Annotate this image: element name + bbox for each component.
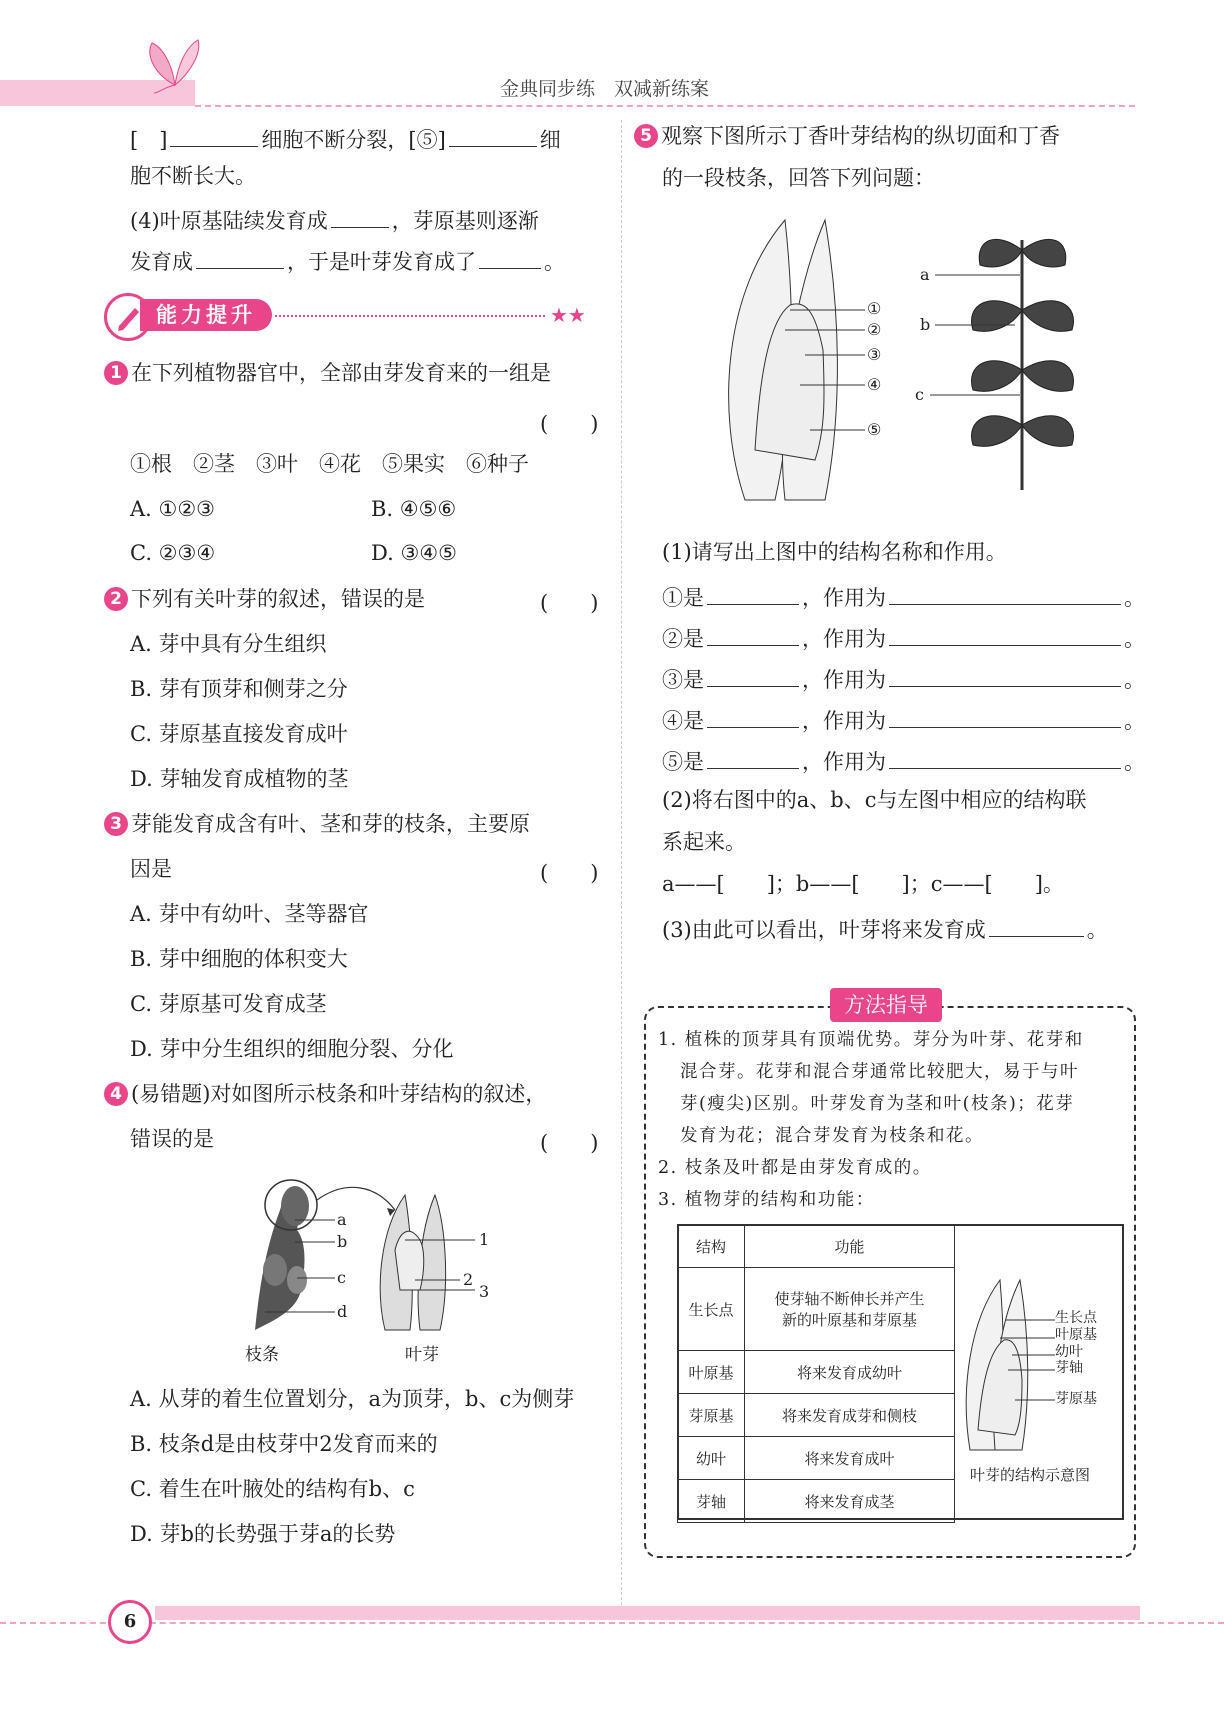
method-fig-label-5: 芽原基 bbox=[1055, 1391, 1097, 1407]
method-fig-caption: 叶芽的结构示意图 bbox=[970, 1466, 1091, 1484]
q4-stem: 4 (易错题)对如图所示枝条和叶芽结构的叙述， bbox=[104, 1082, 546, 1107]
blank[interactable] bbox=[989, 914, 1084, 937]
blank[interactable] bbox=[889, 623, 1121, 646]
method-table bbox=[677, 1224, 955, 1523]
q4-stem-2: 错误的是 bbox=[130, 1127, 214, 1151]
method-line-2: 混合芽。花芽和混合芽通常比较肥大，易于与叶 bbox=[680, 1062, 1079, 1082]
q1-option-d[interactable]: D. ③④⑤ bbox=[371, 541, 457, 565]
q2-option-d[interactable]: D. 芽轴发育成植物的茎 bbox=[130, 767, 349, 791]
q4-label-c: c bbox=[337, 1268, 346, 1287]
q5-row-2: ②是 ，作用为 。 bbox=[662, 623, 1145, 652]
table-row: 生长点 使芽轴不断伸长并产生 新的叶原基和芽原基 bbox=[678, 1268, 955, 1351]
q3-answer-paren[interactable]: ( ) bbox=[540, 861, 599, 885]
q5-row-1: ①是 ，作用为 。 bbox=[662, 582, 1145, 611]
table-row: 芽原基 将来发育成芽和侧枝 bbox=[678, 1394, 955, 1437]
q5-part2-matching[interactable]: a——[ ]；b——[ ]；c——[ ]。 bbox=[662, 872, 1064, 896]
q5-figure-svg bbox=[715, 210, 1095, 510]
q4-caption-branch: 枝条 bbox=[245, 1345, 279, 1365]
q3-option-b[interactable]: B. 芽中细胞的体积变大 bbox=[130, 947, 348, 971]
section-stars: ★★ bbox=[550, 303, 586, 327]
q2-option-b[interactable]: B. 芽有顶芽和侧芽之分 bbox=[130, 677, 348, 701]
q5-label-5: ⑤ bbox=[867, 420, 882, 439]
left-line-3: (4)叶原基陆续发育成 ，芽原基则逐渐 bbox=[130, 205, 539, 234]
q3-stem: 3 芽能发育成含有叶、茎和芽的枝条，主要原 bbox=[104, 812, 530, 837]
q1-stem: 1 在下列植物器官中，全部由芽发育来的一组是 bbox=[104, 361, 551, 386]
method-line-6: 3. 植物芽的结构和功能： bbox=[658, 1190, 875, 1210]
table-row: 叶原基 将来发育成幼叶 bbox=[678, 1351, 955, 1394]
q5-part2-line2: 系起来。 bbox=[662, 830, 746, 854]
method-line-4: 发育为花；混合芽发育为枝条和花。 bbox=[680, 1126, 984, 1146]
q4-label-b: b bbox=[337, 1232, 348, 1251]
q1-option-c[interactable]: C. ②③④ bbox=[130, 541, 216, 565]
method-line-3: 芽(瘦尖)区别。叶芽发育为茎和叶(枝条)；花芽 bbox=[680, 1094, 1075, 1114]
q5-label-b: b bbox=[920, 315, 931, 334]
q4-label-1: 1 bbox=[479, 1230, 490, 1249]
blank[interactable] bbox=[707, 664, 799, 687]
method-figure-svg bbox=[960, 1270, 1110, 1470]
q5-stem-2: 的一段枝条，回答下列问题： bbox=[662, 166, 935, 190]
table-header-structure: 结构 bbox=[678, 1225, 745, 1268]
q4-label-a: a bbox=[337, 1210, 347, 1229]
blank[interactable] bbox=[707, 582, 799, 605]
q5-row-5: ⑤是 ，作用为 。 bbox=[662, 746, 1145, 775]
header-title: 金典同步练 双减新练案 bbox=[500, 78, 710, 100]
q5-label-c: c bbox=[915, 385, 924, 404]
q5-label-4: ④ bbox=[867, 375, 882, 394]
q4-label-d: d bbox=[337, 1302, 348, 1321]
q4-answer-paren[interactable]: ( ) bbox=[540, 1131, 599, 1155]
footer-band bbox=[155, 1606, 1140, 1620]
blank[interactable] bbox=[170, 124, 258, 147]
q4-option-d[interactable]: D. 芽b的长势强于芽a的长势 bbox=[130, 1522, 396, 1546]
q5-label-a: a bbox=[920, 265, 930, 284]
table-row: 幼叶 将来发育成叶 bbox=[678, 1437, 955, 1480]
blank[interactable] bbox=[889, 582, 1121, 605]
q5-part3: (3)由此可以看出，叶芽将来发育成 。 bbox=[662, 914, 1108, 943]
q5-label-1: ① bbox=[867, 299, 882, 318]
blank[interactable] bbox=[889, 705, 1121, 728]
q2-stem: 2 下列有关叶芽的叙述，错误的是 bbox=[104, 587, 425, 612]
q3-option-c[interactable]: C. 芽原基可发育成茎 bbox=[130, 992, 327, 1016]
section-title: 能力提升 bbox=[140, 299, 272, 331]
butterfly-logo-icon bbox=[140, 35, 210, 95]
page-number-badge bbox=[108, 1600, 152, 1644]
q4-caption-bud: 叶芽 bbox=[405, 1345, 439, 1365]
q4-option-b[interactable]: B. 枝条d是由枝芽中2发育而来的 bbox=[130, 1432, 438, 1456]
q4-figure bbox=[235, 1170, 505, 1365]
q1-items: ①根 ②茎 ③叶 ④花 ⑤果实 ⑥种子 bbox=[130, 452, 529, 476]
q4-option-c[interactable]: C. 着生在叶腋处的结构有b、c bbox=[130, 1477, 415, 1501]
q5-row-4: ④是 ，作用为 。 bbox=[662, 705, 1145, 734]
table-header-function: 功能 bbox=[745, 1225, 955, 1268]
blank[interactable] bbox=[196, 246, 284, 269]
q3-option-d[interactable]: D. 芽中分生组织的细胞分裂、分化 bbox=[130, 1037, 454, 1061]
blank[interactable] bbox=[707, 623, 799, 646]
q4-label-2: 2 bbox=[463, 1270, 474, 1289]
column-divider bbox=[621, 120, 622, 1610]
method-line-5: 2. 枝条及叶都是由芽发育成的。 bbox=[658, 1158, 932, 1178]
section-dotted-line bbox=[275, 315, 545, 317]
q1-answer-paren[interactable]: ( ) bbox=[540, 412, 599, 436]
blank[interactable] bbox=[707, 705, 799, 728]
blank[interactable] bbox=[449, 124, 537, 147]
q5-stem: 5 观察下图所示丁香叶芽结构的纵切面和丁香 bbox=[634, 124, 1060, 149]
q1-option-b[interactable]: B. ④⑤⑥ bbox=[371, 497, 457, 521]
q1-option-a[interactable]: A. ①②③ bbox=[130, 497, 215, 521]
method-fig-label-4: 芽轴 bbox=[1055, 1360, 1083, 1376]
q3-stem-2: 因是 bbox=[130, 857, 172, 881]
method-line-1: 1. 植株的顶芽具有顶端优势。芽分为叶芽、花芽和 bbox=[658, 1030, 1084, 1050]
q5-label-2: ② bbox=[867, 320, 882, 339]
left-line-2: 胞不断长大。 bbox=[130, 164, 256, 188]
table-header-row bbox=[678, 1225, 955, 1268]
q2-answer-paren[interactable]: ( ) bbox=[540, 591, 599, 615]
method-fig-label-1: 生长点 bbox=[1055, 1310, 1097, 1326]
q5-part1: (1)请写出上图中的结构名称和作用。 bbox=[662, 540, 1007, 564]
q4-label-3: 3 bbox=[479, 1282, 490, 1301]
blank[interactable] bbox=[331, 205, 389, 228]
q5-label-3: ③ bbox=[867, 345, 882, 364]
blank[interactable] bbox=[889, 664, 1121, 687]
page-number: 6 bbox=[123, 1611, 137, 1632]
method-fig-label-2: 叶原基 bbox=[1055, 1327, 1097, 1343]
table-row: 芽轴 将来发育成茎 bbox=[678, 1480, 955, 1523]
header-dash-line bbox=[195, 105, 1135, 107]
q5-row-3: ③是 ，作用为 。 bbox=[662, 664, 1145, 693]
q4-figure-svg bbox=[235, 1170, 505, 1340]
method-figure bbox=[960, 1270, 1110, 1484]
method-fig-label-3: 幼叶 bbox=[1055, 1344, 1083, 1360]
q2-option-a[interactable]: A. 芽中具有分生组织 bbox=[130, 632, 327, 656]
q3-option-a[interactable]: A. 芽中有幼叶、茎等器官 bbox=[130, 902, 369, 926]
left-line-4: 发育成 ，于是叶芽发育成了 。 bbox=[130, 246, 565, 275]
blank[interactable] bbox=[479, 246, 541, 269]
footer-dash-line bbox=[0, 1622, 1224, 1624]
q2-option-c[interactable]: C. 芽原基直接发育成叶 bbox=[130, 722, 348, 746]
q5-part2: (2)将右图中的a、b、c与左图中相应的结构联 bbox=[662, 788, 1087, 812]
q4-option-a[interactable]: A. 从芽的着生位置划分，a为顶芽，b、c为侧芽 bbox=[130, 1387, 575, 1411]
blank[interactable] bbox=[707, 746, 799, 769]
q5-figure bbox=[715, 210, 1095, 510]
left-line-1: [ ] 细胞不断分裂，[⑤] 细 bbox=[130, 124, 561, 153]
blank[interactable] bbox=[889, 746, 1121, 769]
method-title: 方法指导 bbox=[830, 988, 942, 1022]
